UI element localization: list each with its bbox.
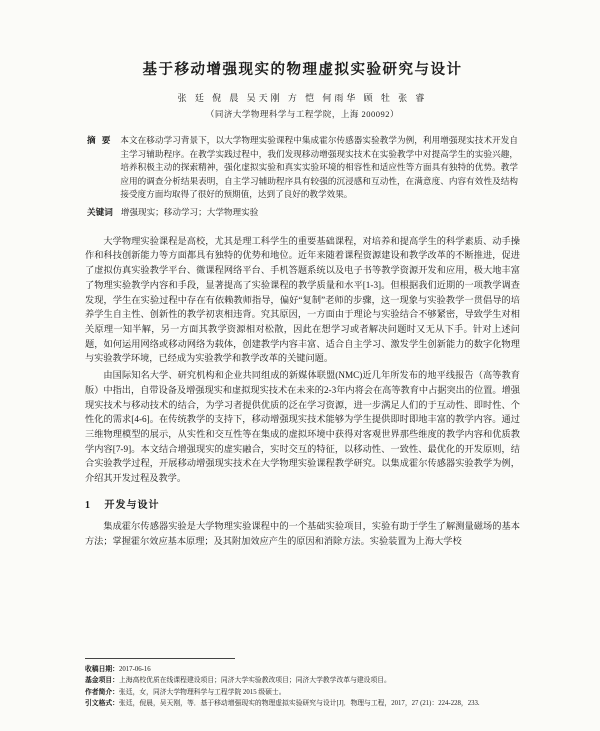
footnote-text: 上海高校优质在线课程建设项目；同济大学实验教改项目；同济大学教学改革与建设项目。 — [118, 677, 391, 685]
abstract-block — [87, 134, 518, 202]
footnote-label: 收稿日期： — [85, 666, 119, 674]
footnote-line — [85, 664, 520, 675]
footnote-line — [85, 687, 520, 698]
abstract-label: 摘 要 — [87, 135, 113, 145]
footnote-text: 2017-06-16 — [118, 666, 151, 674]
footnote-text: 张廷，女，同济大学物理科学与工程学院 2015 级硕士。 — [118, 688, 286, 696]
footnote-label: 作者简介： — [85, 688, 119, 696]
affiliation-line: （同济大学物理科学与工程学院，上海 200092） — [205, 109, 400, 119]
abstract-text: 本文在移动学习背景下，以大学物理实验课程中集成霍尔传感器实验教学为例，利用增强现实技术开发自主学习辅助程序。在教学实践过程中，我们发现移动增强现实技术在实验教学中对提高学生的实验兴趣，培养积极主动的探索精神，强化虚拟实验和真实实验环境的相容性和适应性等方面具有独特的优势。教学应用的调查分析结果表明，自主学习辅助程序具有较强的沉浸感和互动性，在满意度、内容有效性及结构接受度方面均取得了很好的预期值，达到了良好的教学效果。 — [120, 135, 518, 200]
section-heading — [85, 496, 520, 511]
authors-line: 张 廷 倪 晨 吴天刚 方 恺 何雨华 顾 牡 张 睿 — [177, 93, 428, 103]
footnote-line — [85, 698, 520, 709]
footnote-label: 基金项目： — [85, 677, 119, 685]
footnote-divider — [85, 658, 235, 659]
section-paragraph: 集成霍尔传感器实验是大学物理实验课程中的一个基础实验项目，实验有助于学生了解测量磁场的基本方法；掌握霍尔效应基本原理；及其附加效应产生的原因和消除方法。实验装置为上海大学校 — [85, 520, 520, 546]
footnote-label: 引文格式： — [85, 699, 119, 707]
section-number: 1 — [85, 499, 91, 511]
section-title: 开发与设计 — [104, 499, 160, 511]
footnote-line — [85, 675, 520, 686]
keywords-block — [87, 206, 518, 220]
keywords-label: 关键词 — [87, 206, 113, 217]
footnote-text: 张廷，倪晨，吴天刚，等．基于移动增强现实的物理虚拟实验研究与设计[J]．物理与工程，2017，27 (21)：224-228，233. — [118, 699, 480, 707]
footnote-area — [85, 658, 520, 709]
paper-title: 基于移动增强现实的物理虚拟实验研究与设计 — [142, 62, 463, 78]
paper-content — [85, 58, 520, 550]
keywords-text: 增强现实；移动学习；大学物理实验 — [120, 206, 259, 217]
body-paragraph: 由国际知名大学、研究机构和企业共同组成的新媒体联盟(NMC)近几年所发布的地平线报告（高等教育版）中指出，自带设备及增强现实和虚拟现实技术在未来的2-3年内将会在高等教育中占据突出的位置。增强现实技术与移动技术的结合，为学习者提供优质的泛在学习资源，进一步满足人们的于互动性、即时性、个性化的需求[4-6]。在传统教学的支持下，移动增强现实技术能够为学生提供即时即地丰富的教学内容。通过三维物理模型的展示，从实性和交互性等在集成的虚拟环境中获得对客观世界那些维度的教学内容和优质教学内容[7-9]。本文结合增强现实的虚实融合，实时交互的特征，以移动性、一致性、最优化的开发原则，结合实验教学过程，开展移动增强现实技术在大学物理实验课程教学研究。以集成霍尔传感器实验教学为例，介绍其开发过程及教学。 — [85, 370, 520, 484]
body-paragraph: 大学物理实验课程是高校，尤其是理工科学生的重要基础课程，对培养和提高学生的科学素质、动手操作和科技创新能力等方面都具有独特的优势和地位。近年来随着课程资源建设和教学改革的不断推进，促进了虚拟仿真实验教学平台、微课程网络平台、手机答题系统以及电子书等教学资源开发和应用，极大地丰富了物理实验教学内容和手段，显著提高了实验课程的教学质量和水平[1-3]。但根据我们近期的一项教学调查发现，学生在实验过程中存在有依赖教师指导，偏好“复制”老师的步骤，这一现象与实验教学一贯倡导的培养学生自主性、创新性的教学初衷相违背。究其原因，一方面由于理论与实验结合不够紧密，导致学生对相关原理一知半解，另一方面其教学资源相对松散，因此在想学习或者解决问题时又无从下手。针对上述问题，如何运用网络或移动网络为载体，创建教学内容丰富、适合自主学习、激发学生创新能力的数字化物理与实验教学环境，已经成为实验教学和教学改革的关键问题。 — [85, 235, 520, 364]
